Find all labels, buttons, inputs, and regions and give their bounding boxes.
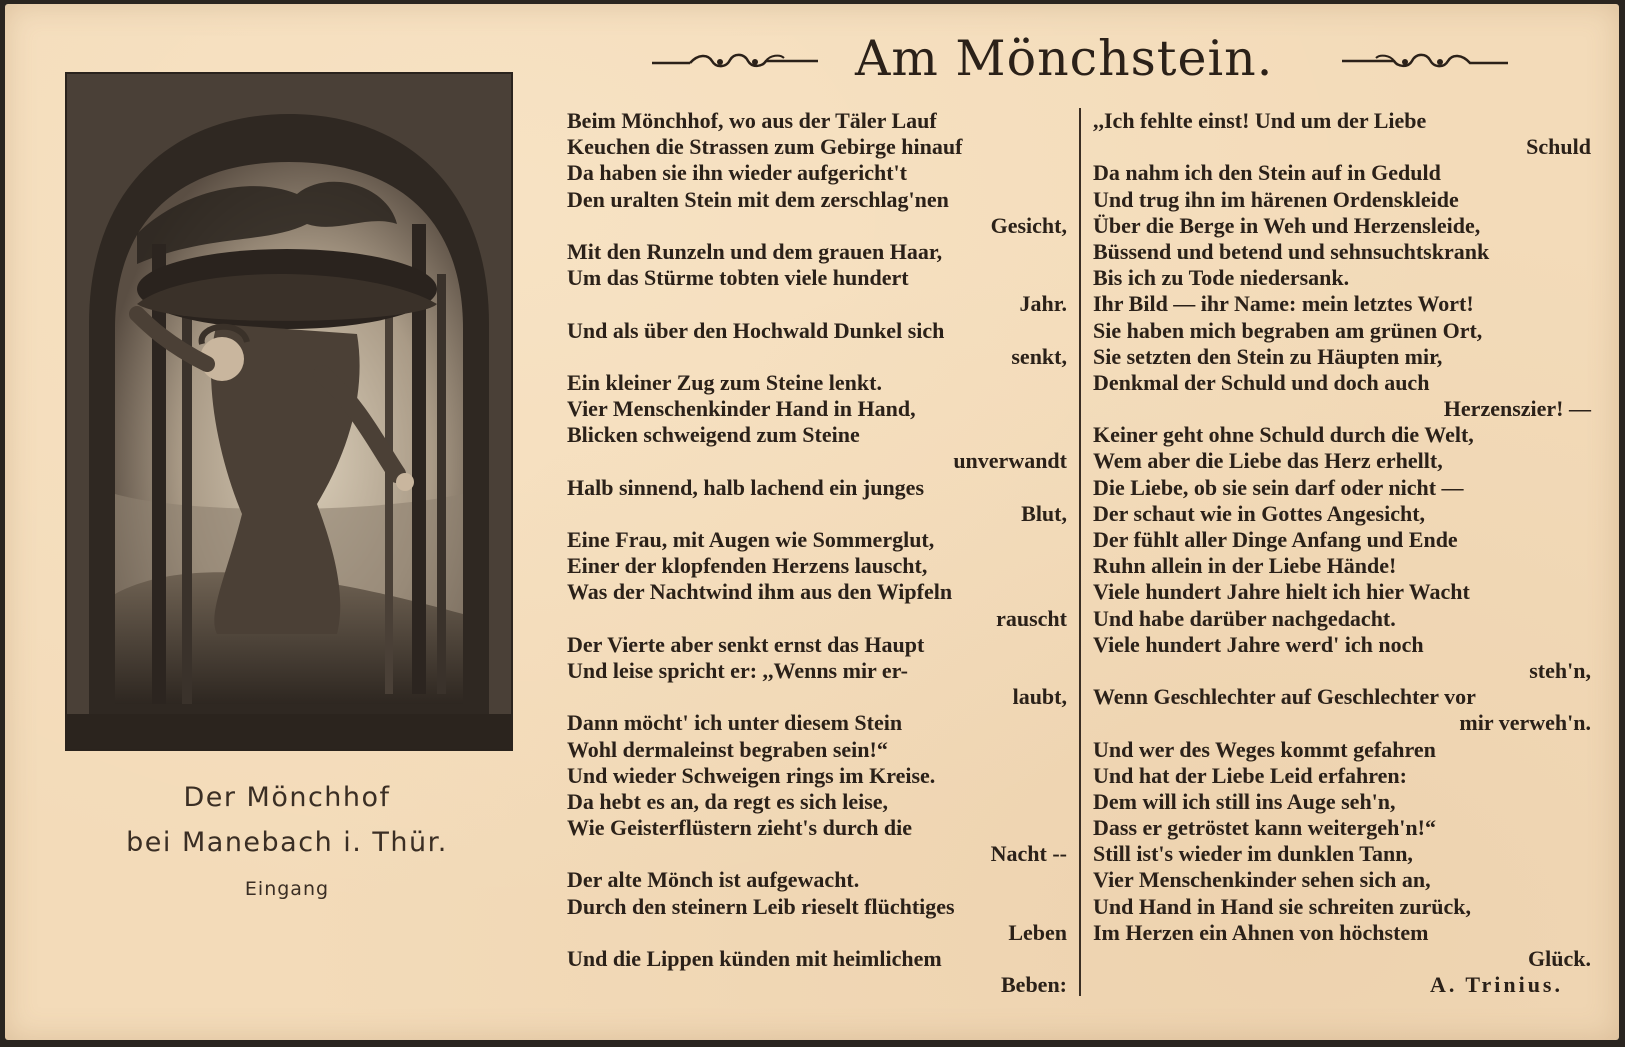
poem-line: Da hebt es an, da regt es sich leise, bbox=[567, 788, 889, 814]
poem-line: Sie setzten den Stein zu Häupten mir, bbox=[1093, 343, 1443, 369]
poem-line: Da nahm ich den Stein auf in Geduld bbox=[1093, 160, 1441, 186]
poem-line: Vier Menschenkinder Hand in Hand, bbox=[567, 396, 916, 422]
monk-photo bbox=[65, 72, 513, 751]
photo-caption-subtitle: Eingang bbox=[244, 878, 330, 900]
monk-stone-illustration bbox=[67, 74, 511, 749]
poem-line: Ein kleiner Zug zum Steine lenkt. bbox=[567, 369, 882, 395]
poem-line: Büssend und betend und sehnsuchtskrank bbox=[1093, 238, 1490, 264]
poem-line: Und trug ihn im härenen Ordenskleide bbox=[1093, 186, 1459, 212]
poem-line: laubt, bbox=[1012, 684, 1067, 710]
poem-line: Und wer des Weges kommt gefahren bbox=[1093, 736, 1436, 762]
poem-line: Beim Mönchhof, wo aus der Täler Lauf bbox=[567, 108, 937, 133]
poem-line: Einer der klopfenden Herzens lauscht, bbox=[567, 553, 928, 579]
poem-line: Viele hundert Jahre hielt ich hier Wacht bbox=[1093, 579, 1470, 605]
poem-line: Mit den Runzeln und dem grauen Haar, bbox=[567, 238, 943, 264]
poem-line: senkt, bbox=[1011, 343, 1067, 369]
poem-line: Sie haben mich begraben am grünen Ort, bbox=[1093, 317, 1483, 343]
poem-line: Wenn Geschlechter auf Geschlechter vor bbox=[1093, 684, 1476, 710]
poem-line: Dem will ich still ins Auge seh'n, bbox=[1093, 788, 1396, 814]
poem-line: Wem aber die Liebe das Herz erhellt, bbox=[1093, 448, 1443, 474]
poem-line: Der alte Mönch ist aufgewacht. bbox=[567, 867, 860, 893]
poem-line: Eine Frau, mit Augen wie Sommerglut, bbox=[567, 527, 935, 552]
poem-line: Keiner geht ohne Schuld durch die Welt, bbox=[1093, 422, 1474, 448]
poem-line: Wohl dermaleinst begraben sein!“ bbox=[567, 736, 888, 762]
postcard bbox=[5, 4, 1619, 1040]
poem-line: Bis ich zu Tode niedersank. bbox=[1093, 265, 1350, 291]
poem-line: Herzenszier! — bbox=[1443, 396, 1591, 422]
poem-line: Und die Lippen künden mit heimlichem bbox=[567, 946, 942, 971]
poem-line: Und hat der Liebe Leid erfahren: bbox=[1093, 762, 1407, 788]
poem-line: Im Herzen ein Ahnen von höchstem bbox=[1093, 919, 1429, 945]
poem-line: Beben: bbox=[1001, 972, 1067, 998]
poem-line: Denkmal der Schuld und doch auch bbox=[1093, 369, 1430, 395]
poem-line: ,,Ich fehlte einst! Und um der Liebe bbox=[1093, 108, 1427, 133]
poem-line: Und als über den Hochwald Dunkel sich bbox=[567, 317, 945, 343]
photo-caption-title: Der Mönchhof bbox=[183, 782, 391, 813]
left-ornament-icon bbox=[650, 48, 820, 74]
poem-line: Still ist's wieder im dunklen Tann, bbox=[1093, 841, 1413, 867]
poem-line: Vier Menschenkinder sehen sich an, bbox=[1093, 867, 1431, 893]
poem-line: Der Vierte aber senkt ernst das Haupt bbox=[567, 631, 925, 657]
poem-line: Durch den steinern Leib rieselt flüchtiges bbox=[567, 893, 955, 919]
poem-line: Nacht -- bbox=[990, 841, 1067, 867]
poem-line: Und habe darüber nachgedacht. bbox=[1093, 605, 1396, 631]
poem-line: Ruhn allein in der Liebe Hände! bbox=[1093, 553, 1397, 579]
poem-line: Schuld bbox=[1526, 134, 1591, 160]
poem-line: Dass er getröstet kann weitergeh'n!“ bbox=[1093, 815, 1436, 841]
poem-line: Halb sinnend, halb lachend ein junges bbox=[567, 474, 925, 500]
poem-line: rauscht bbox=[996, 605, 1067, 631]
poem-line: Über die Berge in Weh und Herzensleide, bbox=[1093, 212, 1481, 238]
poem-line: Der schaut wie in Gottes Angesicht, bbox=[1093, 500, 1426, 526]
poem-line: unverwandt bbox=[953, 448, 1067, 474]
poem-line: Leben bbox=[1008, 919, 1067, 945]
poem-line: Viele hundert Jahre werd' ich noch bbox=[1093, 631, 1424, 657]
poem-column-right bbox=[1093, 108, 1591, 998]
poem-line: Keuchen die Strassen zum Gebirge hinauf bbox=[567, 134, 963, 160]
poem-line: Wie Geisterflüstern zieht's durch die bbox=[567, 815, 913, 841]
poem-line: Um das Stürme tobten viele hundert bbox=[567, 265, 909, 291]
poem-line: Die Liebe, ob sie sein darf oder nicht — bbox=[1093, 474, 1464, 500]
poem-line: Blicken schweigend zum Steine bbox=[567, 422, 860, 448]
right-ornament-icon bbox=[1340, 48, 1510, 74]
poem-line: Dann möcht' ich unter diesem Stein bbox=[567, 710, 903, 736]
title-block bbox=[650, 26, 1510, 96]
poem-line: Jahr. bbox=[1019, 291, 1067, 317]
poem-line: Gesicht, bbox=[990, 212, 1067, 238]
photo-caption-location: bei Manebach i. Thür. bbox=[126, 827, 448, 858]
poem-line: Was der Nachtwind ihm aus den Wipfeln bbox=[567, 579, 953, 605]
poem-line: mir verweh'n. bbox=[1459, 710, 1591, 736]
poem-line: Und wieder Schweigen rings im Kreise. bbox=[567, 762, 936, 788]
poem-line: Ihr Bild — ihr Name: mein letztes Wort! bbox=[1093, 291, 1474, 317]
page-title: Am Mönchstein. bbox=[855, 30, 1274, 87]
poem-line: Da haben sie ihn wieder aufgericht't bbox=[567, 160, 907, 186]
poem-line: Der fühlt aller Dinge Anfang und Ende bbox=[1093, 527, 1458, 552]
poem-line: Den uralten Stein mit dem zerschlag'nen bbox=[567, 186, 949, 212]
poem-column-left bbox=[567, 108, 1067, 998]
column-divider bbox=[1079, 108, 1081, 996]
poem-line: Glück. bbox=[1528, 946, 1591, 971]
poem-line: Und Hand in Hand sie schreiten zurück, bbox=[1093, 893, 1471, 919]
poem-line: Blut, bbox=[1021, 500, 1067, 526]
poem-author: A. Trinius. bbox=[1429, 972, 1563, 998]
poem-line: Und leise spricht er: ,,Wenns mir er- bbox=[567, 657, 908, 683]
poem-line: steh'n, bbox=[1529, 657, 1591, 683]
